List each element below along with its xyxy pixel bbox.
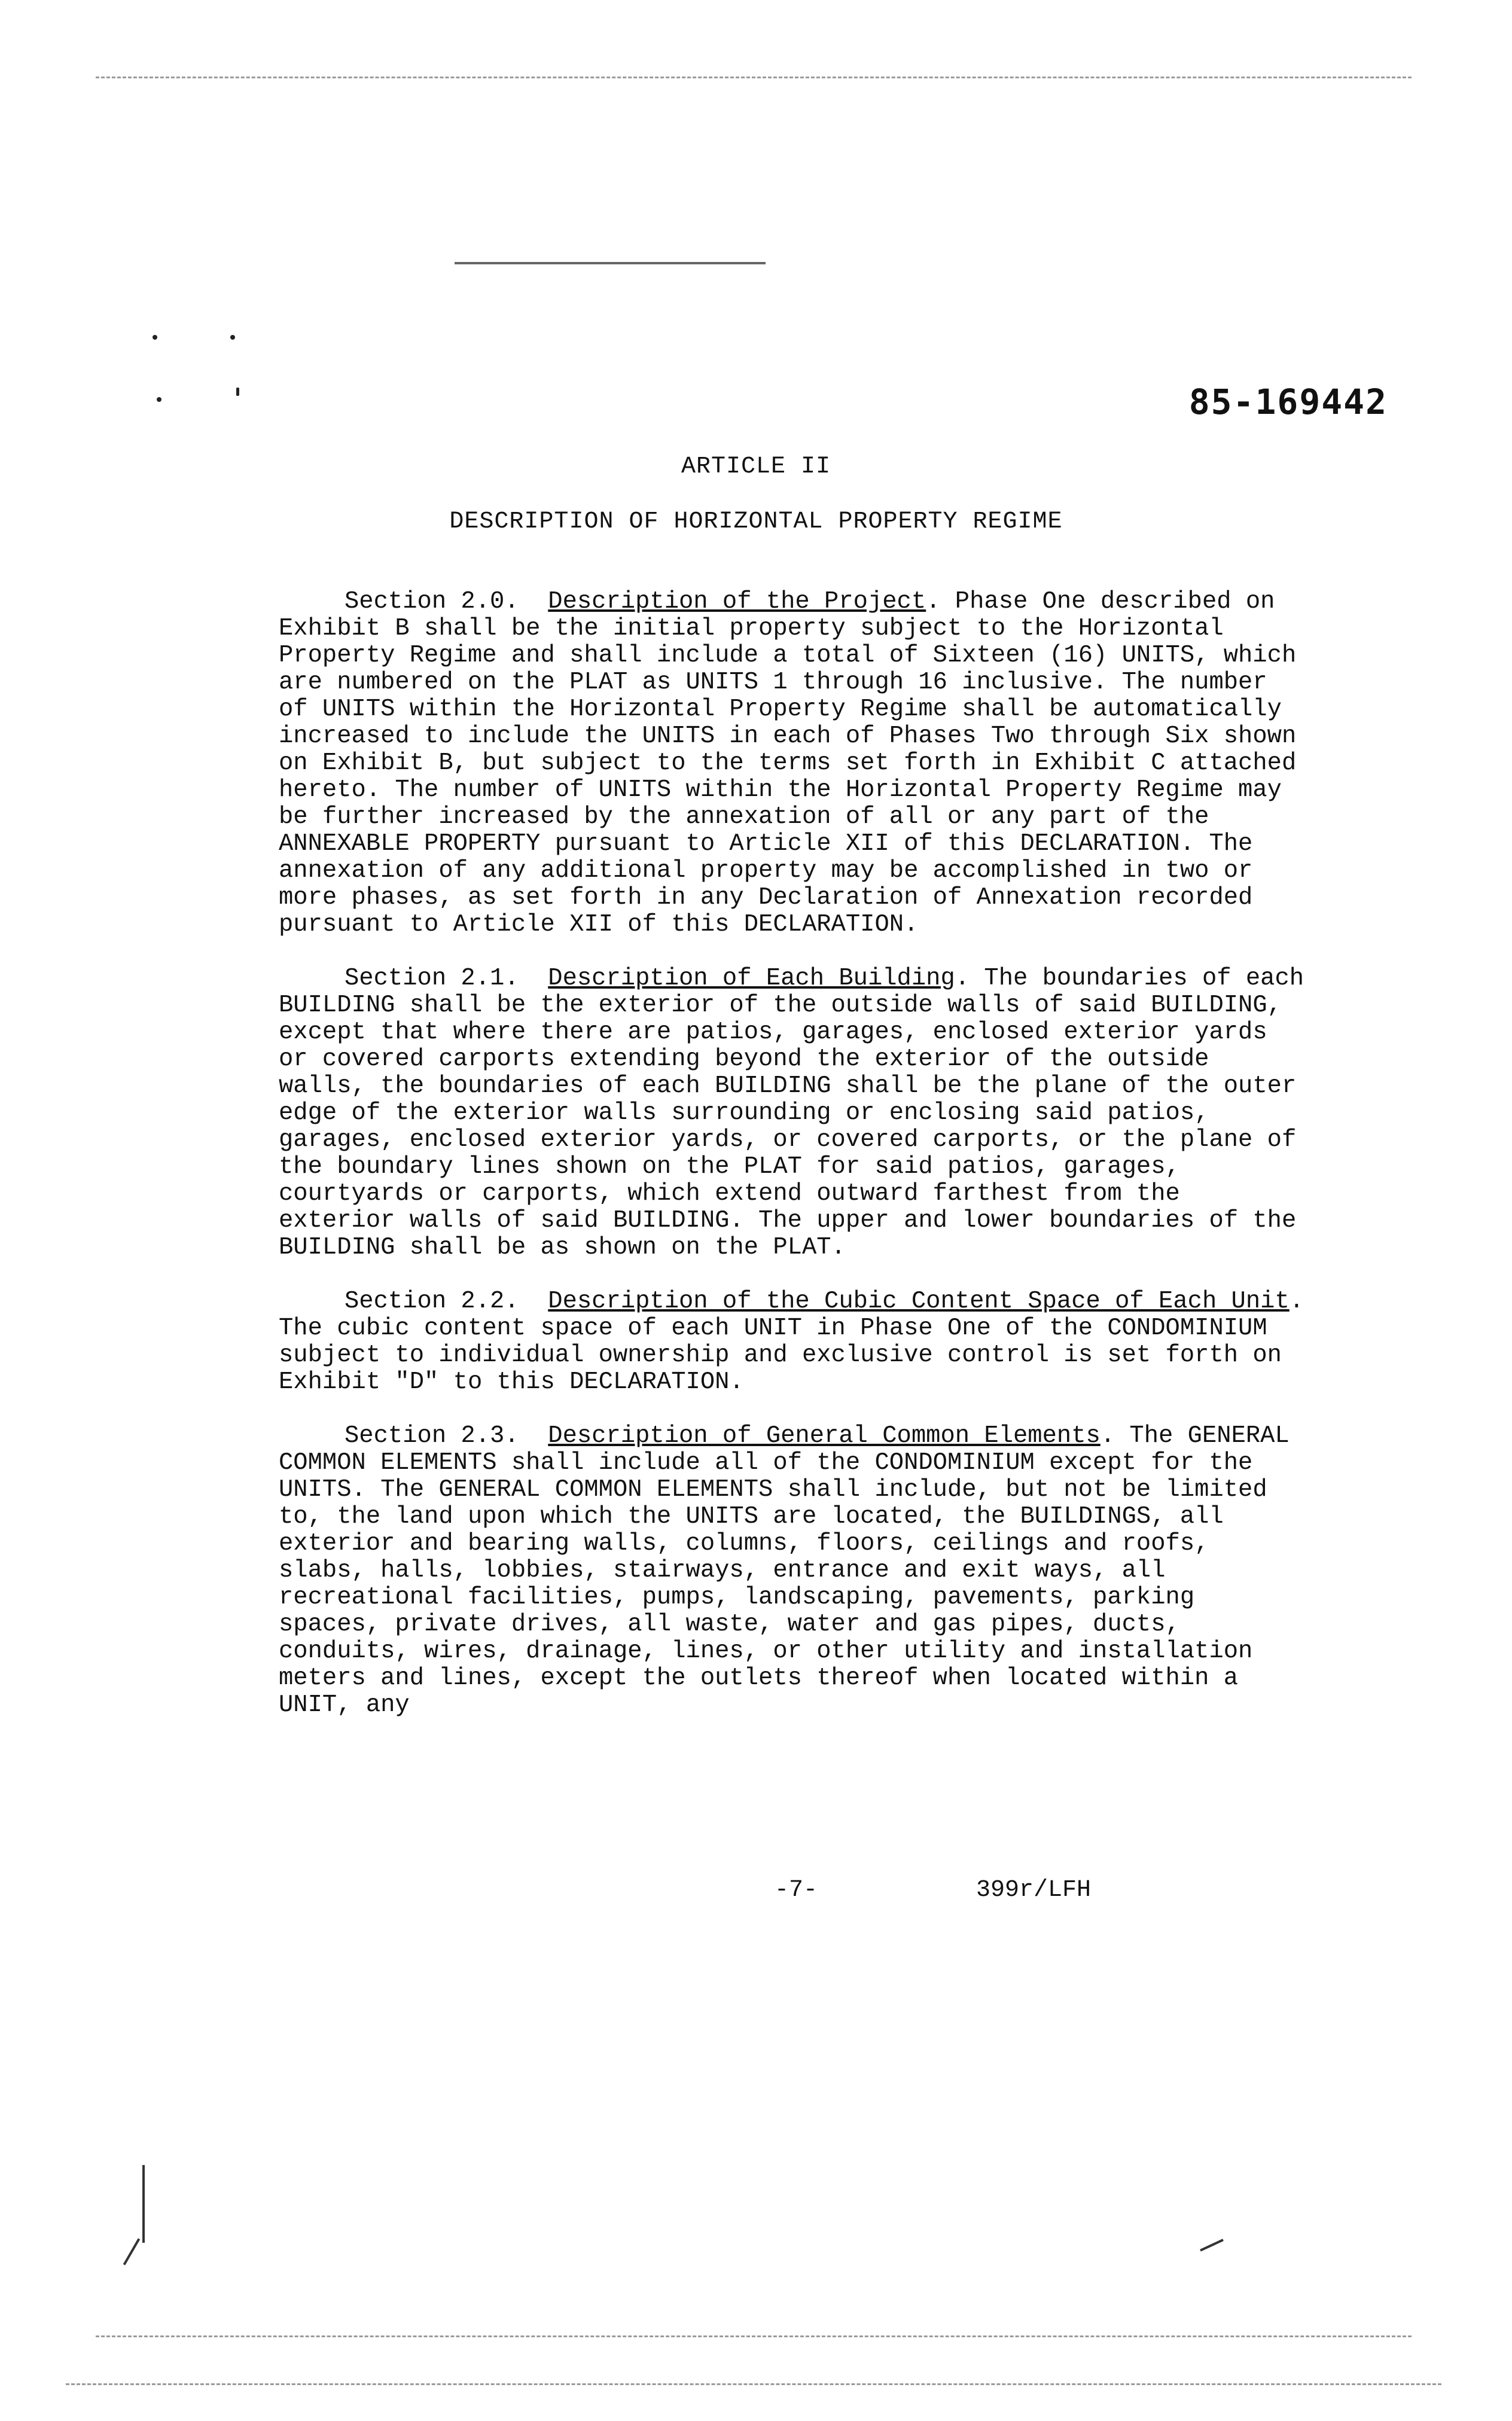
section-number: Section 2.2.	[345, 1288, 519, 1315]
section-2-1	[279, 965, 1319, 1261]
section-heading: Description of the Project	[548, 588, 926, 615]
scan-artifact-scribble	[1200, 2239, 1224, 2251]
document-number: 85-169442	[1188, 382, 1388, 422]
section-2-3	[279, 1423, 1307, 1719]
section-2-0	[279, 588, 1311, 938]
section-number: Section 2.3.	[345, 1422, 519, 1450]
section-body: . The boundaries of each BUILDING shall be the exterior of the outside walls of said BUILDING, except that where there are patios, garages, enclosed exterior yards or covered carports extending beyond the exterior of the outside walls, the boundaries of each BUILDING shall be the plane of the outer edge of the exterior walls surrounding or enclosing said patios, garages, enclosed exterior yards, or covered carports, or the plane of the boundary lines shown on the PLAT for said patios, garages, courtyards or carports, which extend outward farthest from the exterior walls of said BUILDING. The upper and lower boundaries of the BUILDING shall be as shown on the PLAT.	[279, 965, 1319, 1261]
article-title: DESCRIPTION OF HORIZONTAL PROPERTY REGIME	[449, 508, 1063, 535]
scan-artifact-dot	[230, 335, 235, 340]
section-2-2	[279, 1288, 1319, 1396]
document-code: 399r/LFH	[976, 1877, 1092, 1904]
section-body: . The GENERAL COMMON ELEMENTS shall include all of the CONDOMINIUM except for the UNITS. The GENERAL COMMON ELEMENTS shall include, but not be limited to, the land upon which the UNITS are located, the BUILDINGS, all exterior and bearing walls, columns, floors, ceilings and roofs, slabs, halls, lobbies, stairways, entrance and exit ways, all recreational facilities, pumps, landscaping, pavements, parking spaces, private drives, all waste, water and gas pipes, ducts, conduits, wires, drainage, lines, or other utility and installation meters and lines, except the outlets thereof when located within a UNIT, any	[279, 1422, 1304, 1719]
section-heading: Description of General Common Elements	[548, 1422, 1101, 1450]
article-heading: ARTICLE II	[681, 453, 831, 480]
section-body: . Phase One described on Exhibit B shall be the initial property subject to the Horizontal Property Regime and shall include a total of Sixteen (16) UNITS, which are numbered on the PLAT as UNITS 1 through 16 inclusive. The number of UNITS within the Horizontal Property Regime shall be automatically increased to include the UNITS in each of Phases Two through Six shown on Exhibit B, but subject to the terms set forth in Exhibit C attached hereto. The number of UNITS within the Horizontal Property Regime may be further increased by the annexation of all or any part of the ANNEXABLE PROPERTY pursuant to Article XII of this DECLARATION. The annexation of any additional property may be accomplished in two or more phases, as set forth in any Declaration of Annexation recorded pursuant to Article XII of this DECLARATION.	[279, 588, 1311, 938]
section-body: . The cubic content space of each UNIT in Phase One of the CONDOMINIUM subject to individual ownership and exclusive control is set forth on Exhibit "D" to this DECLARATION.	[279, 1288, 1319, 1396]
document-body	[279, 588, 1319, 1746]
section-number: Section 2.1.	[345, 965, 519, 992]
scan-artifact-margin-mark	[142, 2165, 145, 2243]
scan-artifact-bottom-line	[96, 2335, 1412, 2337]
scan-artifact-margin-mark	[123, 2238, 140, 2265]
page-number: -7-	[775, 1877, 818, 1904]
scan-artifact-upper-line	[455, 262, 766, 264]
scan-artifact-dot	[157, 397, 161, 402]
section-heading: Description of Each Building	[548, 965, 955, 992]
section-heading: Description of the Cubic Content Space of Each Unit	[548, 1288, 1290, 1315]
scan-artifact-top-line	[96, 77, 1412, 78]
scan-artifact-bottom-line	[66, 2383, 1441, 2385]
scan-artifact-dot	[236, 388, 239, 396]
scan-artifact-dot	[153, 335, 157, 340]
section-number: Section 2.0.	[345, 588, 519, 615]
